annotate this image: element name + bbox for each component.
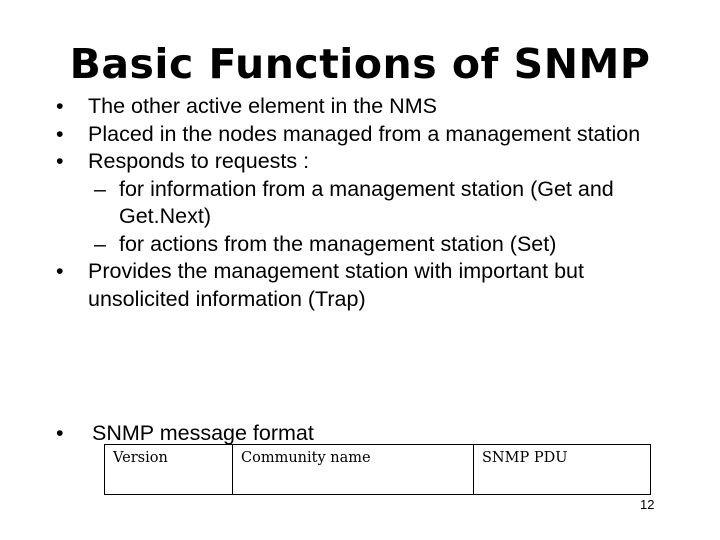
sub-bullet-item	[56, 176, 696, 231]
bullet-marker: •	[56, 121, 64, 146]
bullet-marker: •	[56, 421, 64, 445]
bullet-marker: •	[56, 149, 64, 173]
slide-title: Basic Functions of SNMP	[69, 40, 651, 88]
message-format-table	[104, 444, 651, 495]
bullet-text: Placed in the nodes managed from a management station	[88, 121, 641, 146]
bullet-item	[56, 93, 696, 121]
bullet-text: Responds to requests :	[88, 149, 310, 173]
bullet-text: The other active element in the NMS	[88, 94, 437, 118]
bullet-item	[56, 258, 696, 313]
dash-marker: –	[94, 176, 106, 201]
format-heading-text: SNMP message format	[92, 421, 314, 445]
sub-bullet-item	[56, 231, 696, 259]
field-version: Version	[105, 445, 233, 495]
table-row	[105, 445, 651, 495]
sub-bullet-text: for information from a management station (Get and Get.Next)	[119, 176, 614, 228]
page-number: 12	[640, 497, 655, 512]
dash-marker: –	[94, 231, 106, 256]
bullet-item	[56, 148, 696, 176]
bullet-item	[56, 121, 696, 149]
format-heading	[56, 420, 314, 447]
bullet-marker: •	[56, 94, 64, 118]
field-community-name: Community name	[233, 445, 474, 495]
bullet-text: Provides the management station with important but unsolicited information (Trap)	[88, 259, 584, 311]
field-snmp-pdu: SNMP PDU	[474, 445, 651, 495]
sub-bullet-text: for actions from the management station (Set)	[119, 231, 557, 256]
bullet-marker: •	[56, 259, 64, 283]
bullet-list	[56, 93, 696, 313]
